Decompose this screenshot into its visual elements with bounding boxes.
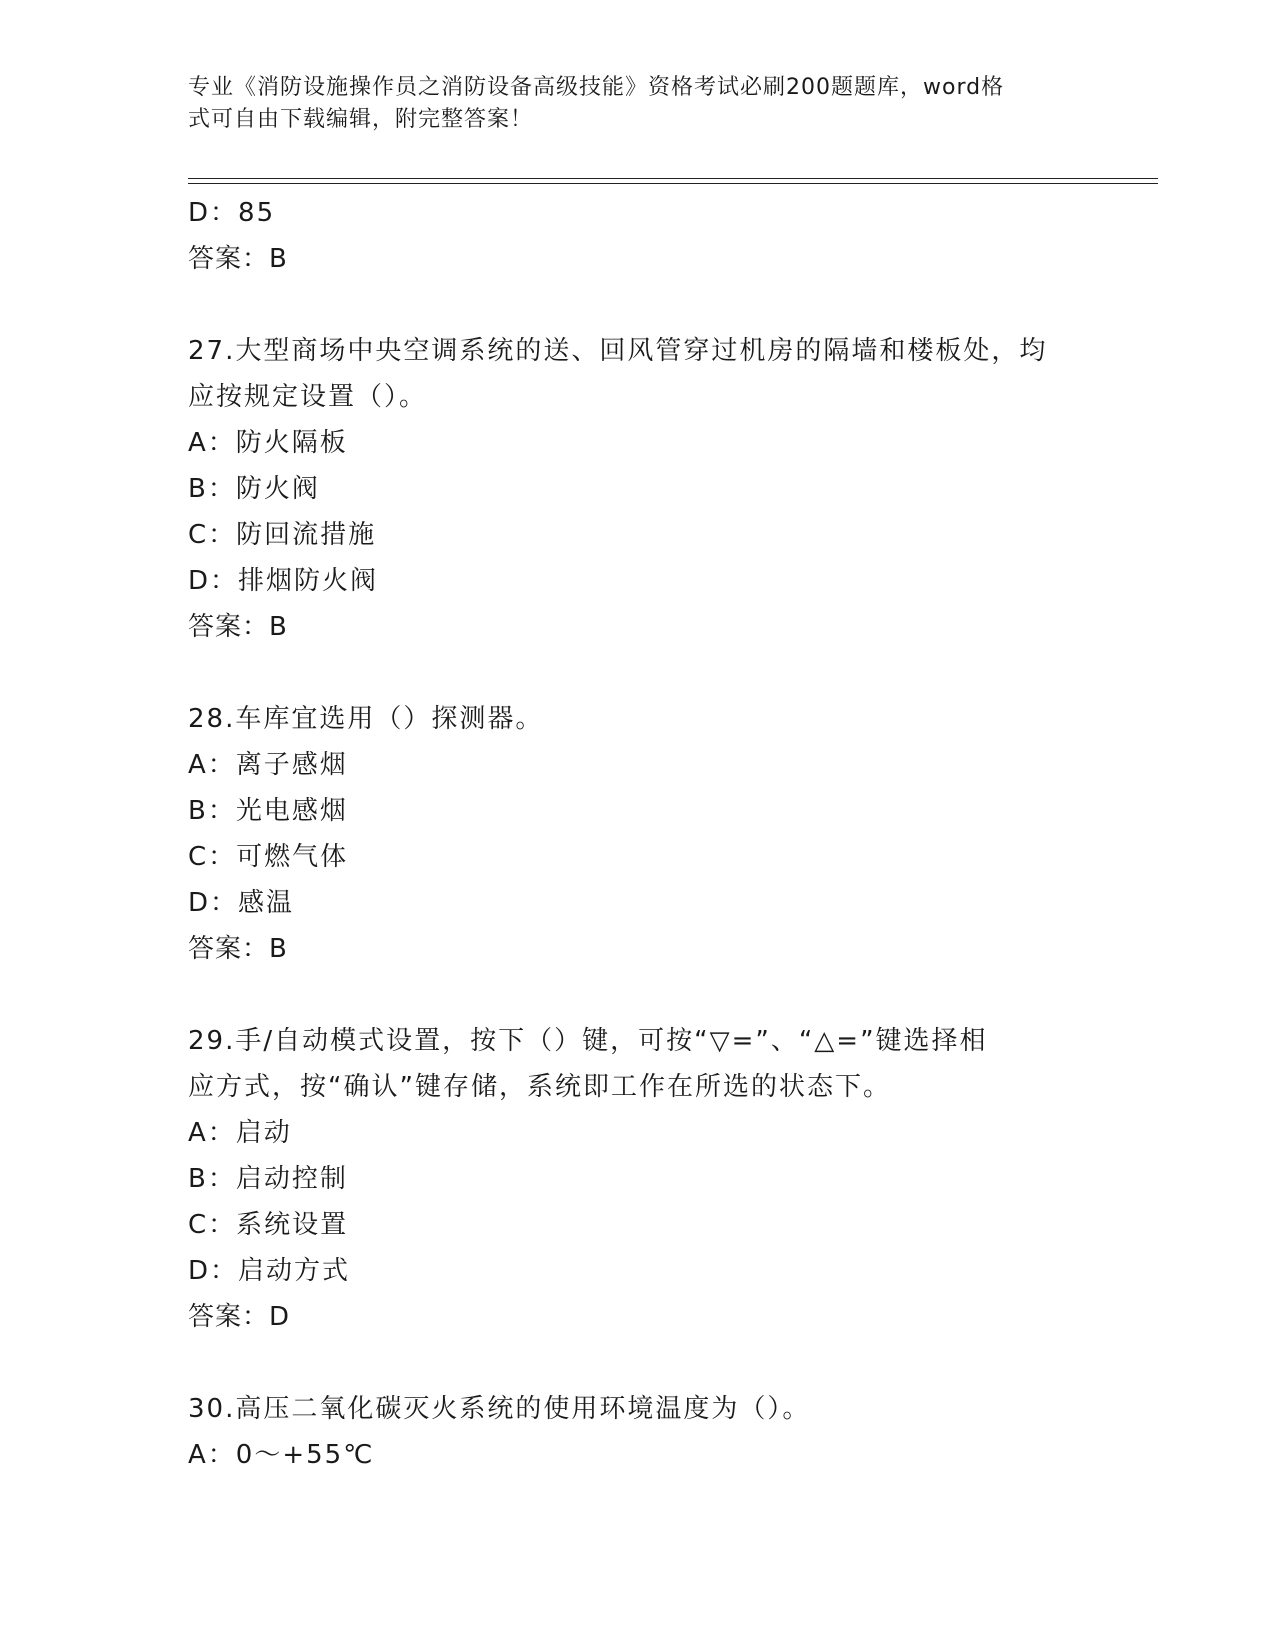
option-c: C：系统设置: [188, 1210, 349, 1240]
answer-line: 答案：B: [188, 934, 288, 964]
option-a: A：离子感烟: [188, 750, 348, 780]
question-stem-line: 应按规定设置（）。: [188, 382, 428, 412]
header-line-2: 式可自由下载编辑，附完整答案！: [188, 107, 534, 132]
answer-line: 答案：D: [188, 1302, 291, 1332]
prev-answer: 答案：B: [188, 244, 288, 274]
spacer: [188, 1340, 1088, 1386]
option-b: B：光电感烟: [188, 796, 348, 826]
option-d: D：排烟防火阀: [188, 566, 379, 596]
header-line-1: 专业《消防设施操作员之消防设备高级技能》资格考试必刷200题题库，word格: [188, 75, 1005, 100]
spacer: [188, 972, 1088, 1018]
option-a: A：启动: [188, 1118, 292, 1148]
question-stem-line: 29.手/自动模式设置，按下（）键，可按“▽=”、“△=”键选择相: [188, 1026, 988, 1056]
option-d: D：感温: [188, 888, 295, 918]
option-b: B：启动控制: [188, 1164, 348, 1194]
option-d: D：启动方式: [188, 1256, 351, 1286]
option-a: A：0～+55℃: [188, 1440, 375, 1470]
question-stem-line: 27.大型商场中央空调系统的送、回风管穿过机房的隔墙和楼板处，均: [188, 336, 1048, 366]
question-30: [188, 1386, 1088, 1478]
option-a: A：防火隔板: [188, 428, 348, 458]
question-27: [188, 328, 1088, 650]
question-list: [188, 190, 1088, 1478]
question-28: [188, 696, 1088, 972]
option-b: B：防火阀: [188, 474, 320, 504]
option-c: C：防回流措施: [188, 520, 377, 550]
option-c: C：可燃气体: [188, 842, 349, 872]
header-divider-bottom: [188, 183, 1158, 184]
document-header: [188, 72, 1068, 136]
spacer: [188, 282, 1088, 328]
prev-option-d: D：85: [188, 198, 276, 228]
question-stem-line: 28.车库宜选用（）探测器。: [188, 704, 544, 734]
header-divider-top: [188, 178, 1158, 179]
question-29: [188, 1018, 1088, 1340]
question-stem-line: 30.高压二氧化碳灭火系统的使用环境温度为（）。: [188, 1394, 811, 1424]
spacer: [188, 650, 1088, 696]
question-stem-line: 应方式，按“确认”键存储，系统即工作在所选的状态下。: [188, 1072, 891, 1102]
answer-line: 答案：B: [188, 612, 288, 642]
